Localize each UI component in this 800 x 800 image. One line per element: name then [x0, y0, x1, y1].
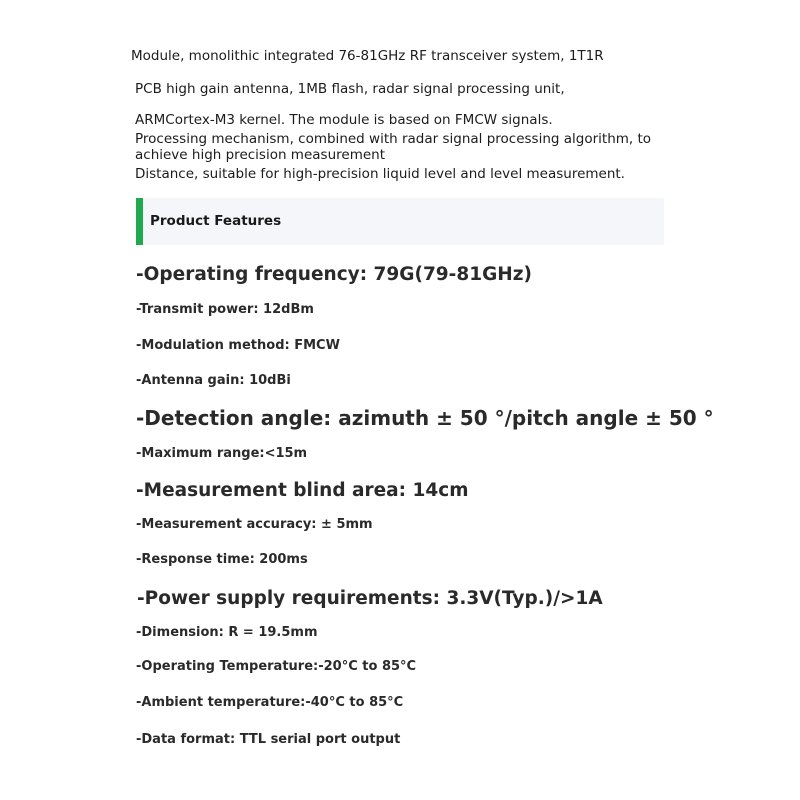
feature-item: -Antenna gain: 10dBi [136, 373, 291, 388]
feature-item: -Dimension: R = 19.5mm [136, 625, 318, 640]
feature-item: -Maximum range:<15m [136, 446, 308, 461]
intro-line: Processing mechanism, combined with radar signal processing algorithm, to [135, 131, 652, 147]
feature-item: -Transmit power: 12dBm [136, 302, 314, 317]
feature-item: -Power supply requirements: 3.3V(Typ.)/>1A [137, 588, 603, 609]
feature-item: -Operating frequency: 79G(79-81GHz) [136, 264, 532, 285]
feature-item: -Modulation method: FMCW [136, 338, 340, 353]
intro-line: Module, monolithic integrated 76-81GHz RF transceiver system, 1T1R [131, 48, 604, 64]
feature-item: -Measurement blind area: 14cm [136, 480, 469, 501]
feature-item: -Operating Temperature:-20°C to 85°C [136, 659, 417, 674]
section-header [136, 198, 664, 245]
feature-item: -Ambient temperature:-40°C to 85°C [136, 695, 404, 710]
feature-item: -Measurement accuracy: ± 5mm [136, 517, 373, 532]
feature-item: -Detection angle: azimuth ± 50 °/pitch angle ± 50 ° [136, 406, 714, 430]
intro-line: achieve high precision measurement [135, 147, 385, 163]
section-title: Product Features [150, 213, 282, 229]
intro-line: Distance, suitable for high-precision liquid level and level measurement. [135, 166, 625, 182]
feature-item: -Data format: TTL serial port output [136, 732, 401, 747]
feature-item: -Response time: 200ms [136, 552, 308, 567]
intro-line: ARMCortex-M3 kernel. The module is based on FMCW signals. [135, 112, 553, 128]
section-accent-bar [136, 198, 143, 245]
intro-line: PCB high gain antenna, 1MB flash, radar signal processing unit, [135, 81, 565, 97]
